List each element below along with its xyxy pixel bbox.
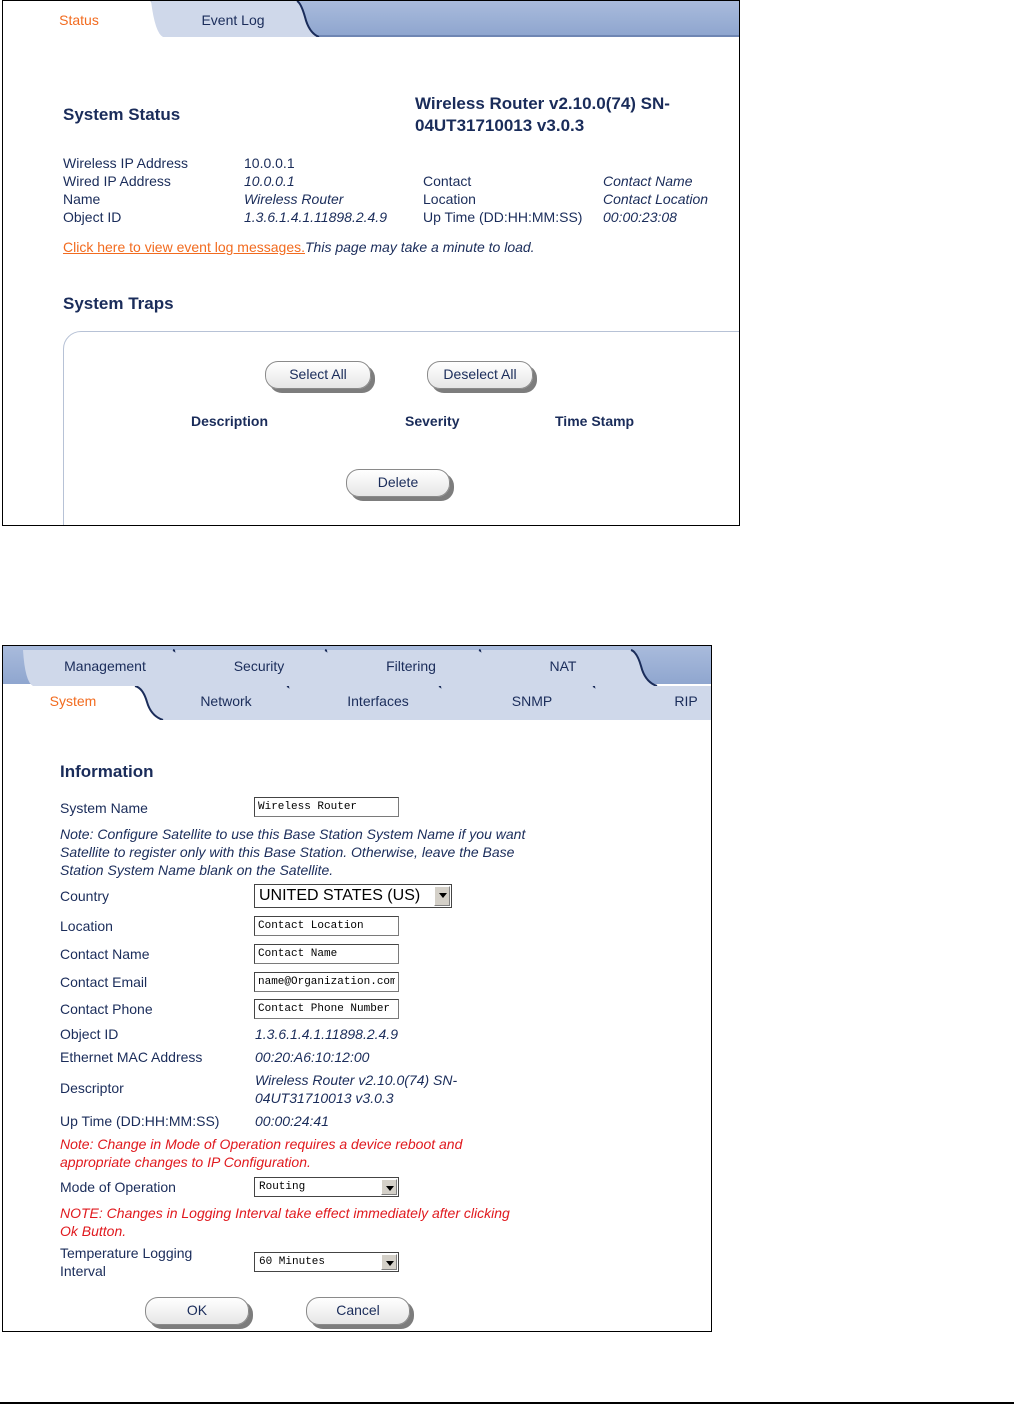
contact-label: Contact	[423, 173, 472, 189]
mode-note-line1: Note: Change in Mode of Operation requires a device reboot and	[60, 1136, 463, 1152]
tab-status[interactable]	[33, 5, 125, 35]
column-severity: Severity	[405, 413, 460, 429]
tab-system-label: System	[49, 693, 97, 709]
object-id-label-2: Object ID	[60, 1026, 119, 1042]
system-name-note-line1: Note: Configure Satellite to use this Base Station System Name if you want	[60, 826, 526, 842]
contact-name-input[interactable]	[254, 944, 399, 964]
wired-ip-value: 10.0.0.1	[244, 173, 295, 189]
tab-filtering[interactable]	[349, 651, 473, 681]
tab-filtering-label: Filtering	[386, 658, 436, 674]
contact-name-label: Contact Name	[60, 946, 150, 962]
event-log-hint: This page may take a minute to load.	[305, 239, 535, 255]
mode-select[interactable]	[254, 1177, 399, 1197]
tab-interfaces[interactable]	[325, 686, 431, 716]
contact-email-input[interactable]	[254, 972, 399, 992]
contact-email-label: Contact Email	[60, 974, 148, 990]
top-tab-strip	[3, 646, 711, 686]
select-all-button[interactable]: Select All	[265, 361, 371, 389]
mac-value: 00:20:A6:10:12:00	[255, 1049, 370, 1065]
mode-select-value: Routing	[259, 1181, 306, 1193]
object-id-value-2: 1.3.6.1.4.1.11898.2.4.9	[255, 1026, 398, 1042]
page-footer-rule	[0, 1402, 1014, 1404]
tab-status-label: Status	[59, 12, 99, 28]
delete-button[interactable]: Delete	[346, 469, 450, 497]
temp-interval-value: 60 Minutes	[259, 1256, 326, 1268]
contact-phone-input[interactable]	[254, 999, 399, 1019]
column-description: Description	[191, 413, 269, 429]
cancel-button[interactable]: Cancel	[306, 1297, 410, 1325]
ok-button[interactable]: OK	[145, 1297, 249, 1325]
system-name-note-line2: Satellite to register only with this Base Station. Otherwise, leave the Base	[60, 844, 515, 860]
tab-nat[interactable]	[501, 651, 625, 681]
tab-rip-label: RIP	[674, 693, 698, 709]
wireless-ip-value: 10.0.0.1	[244, 155, 295, 171]
system-name-label: System Name	[60, 800, 148, 816]
tab-security[interactable]	[197, 651, 321, 681]
tab-management-label: Management	[64, 658, 146, 674]
uptime-value-2: 00:00:24:41	[255, 1113, 329, 1129]
status-panel	[2, 0, 740, 526]
tab-interfaces-label: Interfaces	[347, 693, 409, 709]
location-label: Location	[423, 191, 476, 207]
tab-rip[interactable]	[633, 686, 712, 716]
temp-label-line2: Interval	[60, 1263, 106, 1279]
descriptor-line1: Wireless Router v2.10.0(74) SN-	[255, 1072, 458, 1088]
sub-tab-strip	[3, 686, 711, 720]
system-name-input[interactable]	[254, 797, 399, 817]
country-select[interactable]	[254, 884, 452, 908]
wireless-ip-label: Wireless IP Address	[63, 155, 189, 171]
tab-event-log[interactable]	[183, 5, 283, 35]
device-title-line2: 04UT31710013 v3.0.3	[415, 116, 585, 135]
temp-label-line1: Temperature Logging	[60, 1245, 193, 1261]
object-id-value: 1.3.6.1.4.1.11898.2.4.9	[244, 209, 387, 225]
temp-interval-select[interactable]	[254, 1252, 399, 1272]
descriptor-label: Descriptor	[60, 1080, 124, 1096]
tab-system[interactable]	[23, 686, 123, 716]
uptime-value: 00:00:23:08	[603, 209, 677, 225]
system-name-note-line3: Station System Name blank on the Satellite.	[60, 862, 334, 878]
country-label: Country	[60, 888, 110, 904]
device-title-line1: Wireless Router v2.10.0(74) SN-	[415, 94, 670, 113]
mode-note-line2: appropriate changes to IP Configuration.	[60, 1154, 311, 1170]
mac-label: Ethernet MAC Address	[60, 1049, 203, 1065]
name-value: Wireless Router	[244, 191, 344, 207]
event-log-link[interactable]: Click here to view event log messages.	[63, 239, 305, 255]
descriptor-line2: 04UT31710013 v3.0.3	[255, 1090, 394, 1106]
location-value: Contact Location	[603, 191, 709, 207]
tab-snmp[interactable]	[479, 686, 585, 716]
logging-note-line1: NOTE: Changes in Logging Interval take effect immediately after clicking	[60, 1205, 510, 1221]
mode-label: Mode of Operation	[60, 1179, 176, 1195]
chevron-down-icon[interactable]	[381, 1254, 397, 1270]
event-log-line	[63, 239, 535, 255]
status-tab-strip	[3, 1, 739, 37]
deselect-all-button[interactable]: Deselect All	[427, 361, 533, 389]
uptime-label-2: Up Time (DD:HH:MM:SS)	[60, 1113, 220, 1129]
location-input[interactable]	[254, 916, 399, 936]
location-label-2: Location	[60, 918, 113, 934]
tab-network-label: Network	[200, 693, 252, 709]
system-traps-heading: System Traps	[63, 294, 174, 313]
name-label: Name	[63, 191, 101, 207]
contact-value: Contact Name	[603, 173, 693, 189]
contact-phone-label: Contact Phone	[60, 1001, 153, 1017]
country-select-value: UNITED STATES (US)	[259, 887, 421, 904]
tab-management[interactable]	[43, 651, 167, 681]
system-status-heading: System Status	[63, 105, 181, 124]
tab-event-log-label: Event Log	[201, 12, 265, 28]
chevron-down-icon[interactable]	[434, 886, 450, 906]
tab-snmp-label: SNMP	[511, 693, 553, 709]
column-time-stamp: Time Stamp	[555, 413, 635, 429]
tab-network[interactable]	[173, 686, 279, 716]
object-id-label: Object ID	[63, 209, 122, 225]
tab-security-label: Security	[233, 658, 285, 674]
tab-nat-label: NAT	[549, 658, 577, 674]
logging-note-line2: Ok Button.	[60, 1223, 127, 1239]
wired-ip-label: Wired IP Address	[63, 173, 171, 189]
information-heading: Information	[60, 762, 154, 781]
uptime-label: Up Time (DD:HH:MM:SS)	[423, 209, 583, 225]
system-panel	[2, 645, 712, 1332]
chevron-down-icon[interactable]	[381, 1179, 397, 1195]
